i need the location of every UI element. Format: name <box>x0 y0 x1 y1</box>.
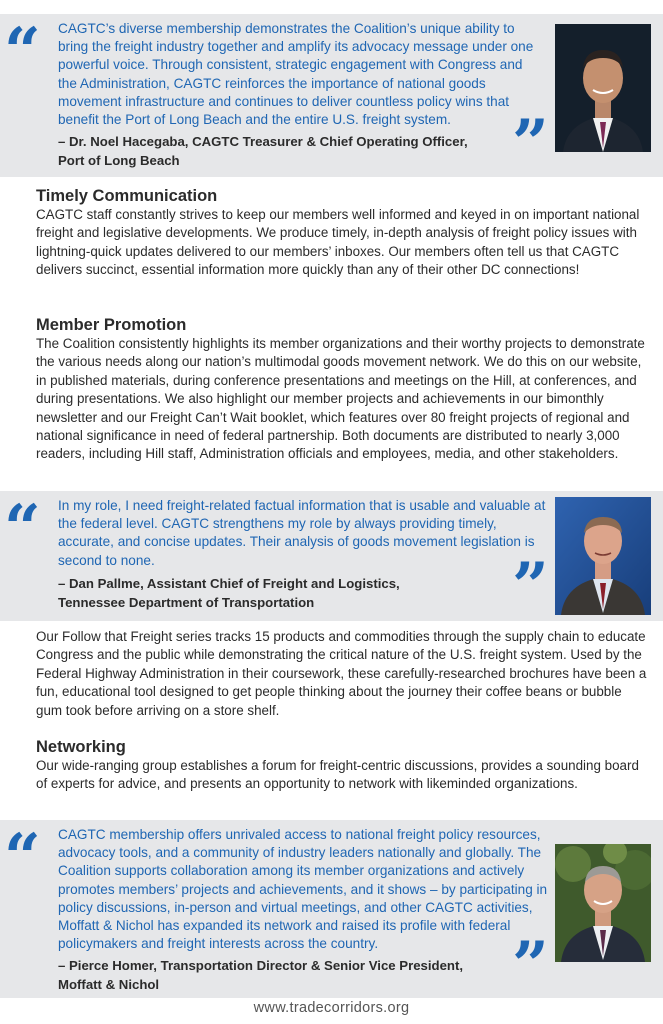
person-portrait-icon <box>555 497 651 615</box>
open-quote-icon: “ <box>4 491 35 566</box>
quote-attribution <box>58 956 463 994</box>
footer-website-url[interactable]: www.tradecorridors.org <box>253 1000 410 1016</box>
section-networking <box>36 737 648 794</box>
attribution-org: Moffatt & Nichol <box>58 977 160 992</box>
close-quote-icon: ” <box>512 106 543 181</box>
quote-text: CAGTC’s diverse membership demonstrates the Coalition’s unique ability to bring the freight industry together and amplify its advocacy message under one powerful voice. Through consistent, strategic engagement with Congress and the Administration, CAGTC reinforces the importance of national goods movement infrastructure and continues to deliver countless policy wins that benefit the Port of Long Beach and the entire U.S. freight system. <box>58 21 534 128</box>
section-body: Our Follow that Freight series tracks 15 products and commodities through the supply chain to educate Congress and the public while demonstrating the critical nature of the U.S. freight system. Used by the Federal Highway Administration in their coursework, these carefully-researched brochures have been a fun, educational tool designed to get people thinking about the journey their coffee beans or bubble gum took before arriving on a store shelf. <box>36 629 647 718</box>
open-quote-icon: “ <box>4 820 35 895</box>
close-quote-icon: ” <box>512 549 543 624</box>
headshot-photo <box>555 497 651 615</box>
attribution-name: – Dan Pallme, Assistant Chief of Freight and Logistics, <box>58 576 400 591</box>
quote-box-hacegaba <box>0 14 663 181</box>
attribution-org: Port of Long Beach <box>58 153 180 168</box>
quote-text: CAGTC membership offers unrivaled access to national freight policy resources, advocacy tools, and a community of industry leaders nationally and globally. The Coalition supports collaboration among its member organizations and actively promotes members’ projects and achievements, and it shows – by participating in policy discussions, in-person and virtual meetings, and other CAGTC activities, Moffatt & Nichol has expanded its network and raised its profile with federal policymakers and freight interests across the country. <box>58 827 548 952</box>
person-portrait-icon <box>555 24 651 152</box>
attribution-name: – Pierce Homer, Transportation Director & Senior Vice President, <box>58 958 464 973</box>
person-portrait-icon <box>555 844 651 962</box>
quote-text: In my role, I need freight-related factual information that is usable and valuable at the federal level. CAGTC strengthens my role by always providing timely, accurate, and concise updates. Their analysis of goods movement legislation is second to none. <box>58 498 546 568</box>
section-heading: Networking <box>36 738 126 756</box>
attribution-org: Tennessee Department of Transportation <box>58 595 315 610</box>
section-heading: Timely Communication <box>36 187 218 205</box>
close-quote-icon: ” <box>512 928 543 1003</box>
section-body: The Coalition consistently highlights its member organizations and their worthy projects to demonstrate the various needs along our nation’s multimodal goods movement network. We do this on our website, in published materials, during conference presentations and meetings on the Hill, at conferences, and during presentations. We also highlight our member projects and achievements in our bimonthly newsletter and our Freight Can’t Wait booklet, which features over 80 freight projects of regional and national significance in need of federal partnership. Both documents are distributed to nearly 3,000 readers, including Hill staff, Administration officials and employees, media, and other stakeholders. <box>36 336 645 462</box>
quote-attribution <box>58 574 400 612</box>
quote-attribution <box>58 132 468 170</box>
headshot-photo <box>555 24 651 152</box>
section-body: Our wide-ranging group establishes a forum for freight-centric discussions, provides a sounding board of experts for advice, and presents an opportunity to network with likeminded organizations. <box>36 758 639 792</box>
open-quote-icon: “ <box>4 14 35 89</box>
section-follow-that-freight <box>36 628 648 720</box>
section-member-promotion <box>36 315 648 464</box>
attribution-name: – Dr. Noel Hacegaba, CAGTC Treasurer & Chief Operating Officer, <box>58 134 468 149</box>
section-timely-communication <box>36 186 648 280</box>
section-heading: Member Promotion <box>36 316 187 334</box>
section-body: CAGTC staff constantly strives to keep our members well informed and keyed in on important national freight and legislative developments. We produce timely, in-depth analysis of freight policy issues with lightning-quick updates delivered to our members’ inboxes. Our members often tell us that CAGTC delivers succinct, essential information more quickly than any of their other DC connections! <box>36 207 640 278</box>
headshot-photo <box>555 844 651 962</box>
quote-box-homer <box>0 820 663 1003</box>
quote-box-pallme <box>0 491 663 624</box>
